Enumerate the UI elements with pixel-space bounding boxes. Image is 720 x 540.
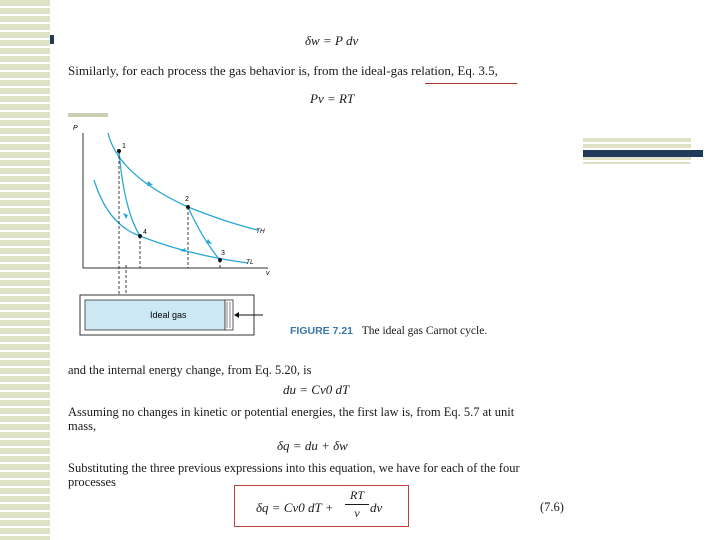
paragraph-assuming-line1: Assuming no changes in kinetic or potential energies, the first law is, from Eq. 5.7 at unit	[68, 405, 515, 419]
paragraph-similarly: Similarly, for each process the gas behavior is, from the ideal-gas relation, Eq. 3.5,	[68, 63, 498, 78]
right-accent-bar	[583, 150, 703, 157]
equation-internal-energy: du = Cv0 dT	[283, 382, 350, 397]
paragraph-substituting-line1: Substituting the three previous expressions into this equation, we have for each of the four	[68, 461, 520, 475]
equation-final-rhs: dv	[370, 500, 383, 515]
arrow-4-1	[123, 213, 128, 219]
bullet-marker	[50, 35, 54, 44]
fraction-denominator: v	[354, 506, 360, 520]
figure-caption-text: The ideal gas Carnot cycle.	[361, 325, 488, 337]
paragraph-internal-energy: and the internal energy change, from Eq. 5.20, is	[68, 363, 312, 377]
state-label-3: 3	[221, 250, 225, 257]
equation-number: (7.6)	[540, 500, 564, 514]
figure-label: FIGURE 7.21	[290, 325, 354, 337]
figure-caption	[290, 325, 487, 337]
label-tl: TL	[246, 259, 254, 266]
piston-label: Ideal gas	[150, 310, 187, 320]
paragraph-substituting-line2: processes	[68, 475, 116, 489]
equation-final-fraction	[345, 488, 369, 521]
axis-label-p: P	[73, 125, 78, 132]
paragraph-assuming-line2: mass,	[68, 419, 97, 433]
equation-ideal-gas: Pv = RT	[310, 91, 355, 106]
fraction-numerator: RT	[349, 488, 364, 502]
state-label-1: 1	[122, 143, 126, 150]
equation-final-lhs: δq = Cv0 dT +	[256, 500, 334, 515]
arrow-1-2	[147, 181, 153, 186]
adiabat-1-4	[119, 151, 140, 236]
state-label-4: 4	[143, 229, 147, 236]
axis-label-v: v	[266, 270, 270, 277]
state-label-2: 2	[185, 196, 189, 203]
equation-first-law: δq = du + δw	[277, 438, 348, 453]
piston	[225, 300, 233, 330]
carnot-cycle-diagram	[68, 115, 283, 345]
left-stripe-decoration	[0, 0, 50, 540]
red-underline-mark	[425, 83, 517, 84]
equation-work: δw = P dv	[305, 33, 359, 48]
label-th: TH	[256, 228, 265, 235]
